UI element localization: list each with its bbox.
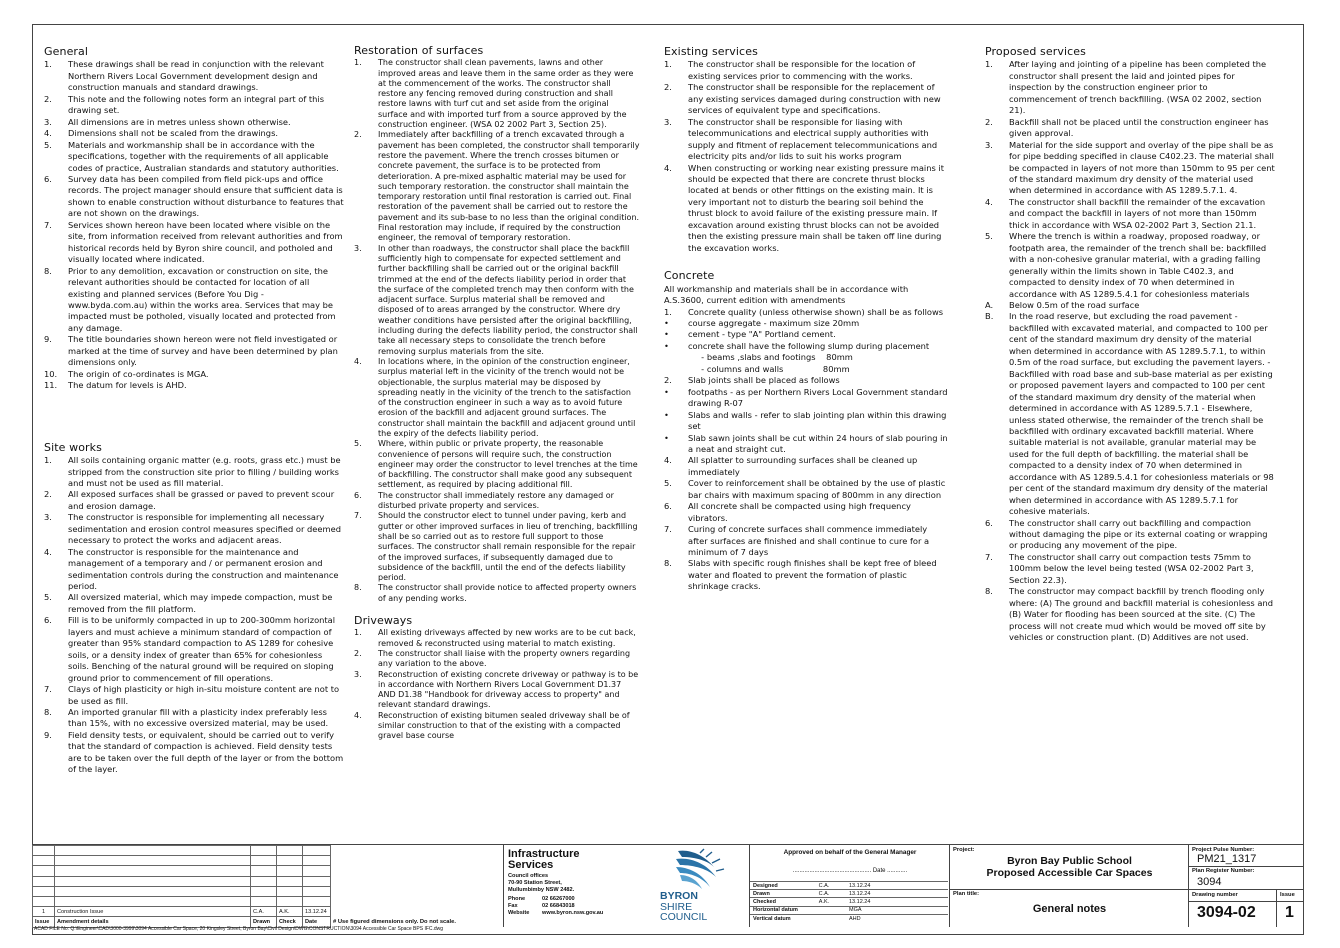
note-item: [44, 140, 344, 174]
note-text: The origin of co-ordinates is MGA.: [68, 368, 209, 379]
note-number: 8.: [664, 558, 672, 569]
drawing-number: 3094-02: [1197, 904, 1256, 921]
note-number: 4.: [44, 546, 52, 557]
note-item: [664, 433, 948, 456]
note-text: All soils containing organic matter (e.g. roots, grass etc.) must be stripped from the construction site prior to filling / building works and must not be used as fill material.: [68, 455, 341, 488]
rev-header-drawn: Drawn: [251, 917, 277, 927]
note-text: The constructor shall be responsible for the location of existing services prior to commencing with the works.: [688, 59, 916, 81]
wave-icon: [670, 847, 730, 891]
note-item: [44, 334, 344, 368]
note-item: [664, 82, 948, 116]
note-number: 2.: [354, 130, 362, 140]
note-number: 2.: [664, 375, 672, 386]
note-number: 10.: [44, 368, 58, 379]
note-item: [44, 455, 344, 489]
note-text: Field density tests, or equivalent, should be carried out to verify that the standard of compaction is achieved. Field density tests are to be taken over the full depth of the layer or from the bottom of the layer.: [68, 729, 344, 775]
note-text: Slabs and walls - refer to slab jointing plan within this drawing set: [688, 409, 947, 432]
note-item: [664, 364, 948, 375]
note-number: •: [664, 409, 669, 420]
proposed-services-list: [985, 59, 1275, 643]
approval-cell-d: 13.12.24: [846, 898, 948, 906]
note-number: 6.: [985, 517, 993, 528]
note-number: 1.: [44, 59, 52, 70]
note-number: 11.: [44, 380, 58, 391]
project-title-line1: Byron Bay Public School: [1007, 855, 1132, 867]
notes-column-1: [44, 44, 344, 776]
approval-signature-line: ............................................... Date ............: [792, 868, 908, 874]
note-item: [985, 586, 1275, 643]
general-list: [44, 59, 344, 391]
note-number: 3.: [354, 669, 362, 679]
note-number: 2.: [354, 648, 362, 658]
council-address: [508, 873, 603, 917]
note-number: •: [664, 340, 669, 351]
restoration-list: [354, 58, 640, 604]
note-item: [44, 369, 344, 380]
acad-file-path: ACAD FILE No: Q:\Engineer\CAD\3000-3999\3094 Accessible Car Space, 20 Kingsley Street, Byron Bay\Civil Design\DWG\CONSTRUCTION\3094 Accessible Car Space BPS IFC.dwg: [34, 926, 444, 932]
driveways-list: [354, 628, 640, 741]
note-number: 7.: [985, 551, 993, 562]
pulse-label: Project Pulse Number:: [1192, 847, 1255, 853]
note-text: All concrete shall be compacted using high frequency vibrators.: [688, 501, 911, 523]
note-text: The constructor is responsible for implementing all necessary sedimentation and erosion control measures specified or deemed necessary to protect the works and adjacent areas.: [68, 512, 341, 546]
approval-cell-k: Vertical datum: [750, 914, 802, 922]
note-text: - columns and walls 80mm: [688, 363, 850, 374]
phone-label: Phone: [508, 896, 526, 902]
note-item: [985, 311, 1275, 517]
fax-value: 02 66843018: [542, 903, 575, 909]
note-text: Where the trench is within a roadway, proposed roadway, or footpath area, the remainder of the trench shall be: backfilled with a non-cohesive granular material, with a grading falling generally within the limits shown in Table C402.3, and compacted to density index of 70 when determined in accordance with AS 1289.5.4.1 for cohesionless materials: [1009, 231, 1267, 299]
note-text: Where, within public or private property, the reasonable convenience of persons will require such, the construction engineer may order the constructor to level trenches at the time of backfilling. The constructor shall make good any subsequent settlement, as required by placing additional fill.: [378, 439, 638, 490]
note-text: footpaths - as per Northern Rivers Local Government standard drawing R-07: [688, 386, 948, 409]
note-number: 4.: [354, 710, 362, 720]
note-text: These drawings shall be read in conjunction with the relevant Northern Rivers Local Government development design and construction manuals and standard drawings.: [68, 59, 324, 93]
approval-cell-v: [802, 914, 846, 922]
project-title-line2: Proposed Accessible Car Spaces: [986, 867, 1153, 879]
site-works-heading: Site works: [44, 440, 102, 454]
note-number: 8.: [44, 265, 52, 276]
restoration-heading: Restoration of surfaces: [354, 44, 484, 57]
note-number: 8.: [44, 707, 52, 718]
note-item: [664, 59, 948, 82]
note-text: Should the constructor elect to tunnel under paving, kerb and gutter or other improved surfaces in lieu of trenching, backfilling shall be so carried out as to restore full support to those surfaces. The constructor shall remain responsible for the repair of the improved surfaces, if subsequently damaged due to subsidence of the backfill, until the end of the defects liability period.: [378, 511, 638, 583]
rev-header-date: Date: [303, 917, 331, 927]
note-item: [664, 117, 948, 163]
note-item: [664, 387, 948, 410]
note-item: [354, 583, 640, 604]
note-item: [44, 220, 344, 266]
note-item: [985, 300, 1275, 311]
note-text: Immediately after backfilling of a trench excavated through a pavement has been completed, the constructor shall temporarily restore the pavement. Where the trench crosses bitumen or concrete pavement, the surface is to be protected from deterioration. A pre-mixed asphaltic material may be used for such temporary restoration. the constructor shall maintain the temporary restoration until final restoration is carried out. Final restoration of the pavement shall be carried out to restore the pavement and its sub-base to no less than the original condition. Final restoration may include, if required by the construction engineer, the removal of temporary restoration.: [378, 130, 640, 243]
note-text: Slab joints shall be placed as follows: [688, 375, 840, 386]
note-number: 1.: [44, 455, 52, 466]
note-number: 7.: [44, 684, 52, 695]
approval-cell-k: Designed: [750, 882, 802, 890]
concrete-intro: All workmanship and materials shall be in accordance with A.S.3600, current edition with amendments: [664, 283, 909, 306]
note-number: 5.: [44, 139, 52, 150]
note-number: 3.: [354, 243, 362, 253]
note-text: Services shown hereon have been located where visible on the site, from information received from relevant authorities and from historical records held by Byron shire council, and potholed and visually located where indicated.: [68, 219, 343, 265]
concrete-list: [664, 307, 948, 593]
plan-title: General notes: [1032, 903, 1107, 915]
drawing-number-label: Drawing number: [1192, 892, 1238, 898]
note-text: The constructor shall clean pavements, lawns and other improved areas and leave them in the same order as they were at the commencement of the works. The constructor shall restore any fencing removed during construction and shall restore lawns with turf cut and set aside from the original surface and with imported turf from a source approved by the construction engineer. (WSA 02 2002 Part 3, Section 25).: [378, 58, 634, 130]
logo-line2: SHIRE: [660, 900, 693, 913]
website-value: www.byron.nsw.gov.au: [542, 910, 604, 916]
note-number: •: [664, 329, 669, 340]
note-item: [44, 730, 344, 776]
note-item: [354, 649, 640, 670]
note-number: 2.: [44, 489, 52, 500]
note-item: [354, 511, 640, 583]
note-text: All oversized material, which may impede compaction, must be removed from the fill platform.: [68, 592, 333, 614]
note-text: In locations where, in the opinion of the construction engineer, surplus material left in the vicinity of the trench would not be objectionable, the surplus material may be disposed by spreading neatly in the vicinity of the trench to the satisfaction of the construction engineer in such a way as to avoid future erosion of the backfill and adjacent ground surfaces. The constructor shall maintain the backfill and adjacent ground until the expiry of the defects liability period.: [378, 356, 636, 438]
note-item: [354, 58, 640, 130]
pulse-number: PM21_1317: [1197, 853, 1257, 865]
project-title: [950, 855, 1189, 879]
note-number: 3.: [985, 139, 993, 150]
note-text: The constructor is responsible for the maintenance and management of a temporary and / or permanent erosion and sedimentation controls during the construction and maintenance period.: [68, 546, 339, 592]
note-item: [354, 491, 640, 512]
rev-header-issue: Issue: [33, 917, 55, 927]
rev-header-details: Amendment details: [55, 917, 251, 927]
note-number: 6.: [44, 173, 52, 184]
note-text: The constructor shall liaise with the property owners regarding any variation to the above.: [378, 648, 631, 669]
note-item: [985, 231, 1275, 300]
note-item: [664, 410, 948, 433]
note-text: After laying and jointing of a pipeline has been completed the constructor shall present the laid and jointed pipes for inspection by the construction engineer prior to commencement of trench backfilling. (WSA 02 2002, section 21).: [1009, 59, 1267, 116]
note-number: 5.: [354, 439, 362, 449]
note-item: [664, 478, 948, 501]
logo-line3: COUNCIL: [660, 911, 708, 923]
note-number: 4.: [664, 455, 672, 466]
revision-block: [32, 845, 504, 927]
figured-dimensions-note: # Use figured dimensions only. Do not scale.: [333, 918, 456, 925]
note-number: B.: [985, 311, 994, 322]
project-label: Project:: [953, 847, 975, 853]
approval-row: [750, 898, 948, 906]
note-item: [664, 501, 948, 524]
issue-label: Issue: [1280, 892, 1295, 898]
note-item: [44, 489, 344, 512]
council-block: [504, 845, 750, 927]
approval-row: [750, 906, 948, 914]
approval-title: Approved on behalf of the General Manager: [783, 849, 917, 856]
note-number: •: [664, 317, 669, 328]
note-text: An imported granular fill with a plasticity index preferably less than 15%, with no excessive oversized material, may be used.: [68, 707, 329, 729]
approval-cell-v: C.A.: [802, 882, 846, 890]
note-item: [44, 380, 344, 391]
note-item: [985, 117, 1275, 140]
note-text: Fill is to be uniformly compacted in up to 200-300mm horizontal layers and must achieve a minimum standard of compaction of greater than 95% standard compaction to AS 1289 for cohesive soils, or a density index of greater than 65% for cohesionless soils. Benching of the natural ground will be required on sloping ground prior to commencement of fill operations.: [68, 615, 336, 683]
approval-cell-v: [802, 906, 846, 914]
note-number: 6.: [664, 501, 672, 512]
note-text: Concrete quality (unless otherwise shown) shall be as follows: [688, 306, 944, 317]
note-text: Curing of concrete surfaces shall commence immediately after surfaces are finished and shall continue to cure for a minimum of 7 days: [688, 524, 930, 558]
note-text: The constructor shall be responsible for the replacement of any existing services damaged during construction with new services of equivalent type and specifications.: [688, 82, 941, 116]
note-text: All dimensions are in metres unless shown otherwise.: [68, 116, 291, 127]
approval-cell-d: 13.12.24: [846, 890, 948, 898]
note-text: Survey data has been compiled from field pick-ups and office records. The project manager should ensure that sufficient data is shown to enable construction without disturbance to features that are not shown on the drawings.: [68, 173, 344, 219]
note-item: [354, 711, 640, 742]
fax-label: Fax: [508, 903, 518, 909]
approval-cell-k: Checked: [750, 898, 802, 906]
note-text: Clays of high plasticity or high in-situ moisture content are not to be used as fill.: [68, 684, 340, 706]
concrete-heading: Concrete: [664, 269, 715, 283]
approval-cell-d: 13.12.24: [846, 882, 948, 890]
note-item: [44, 547, 344, 593]
note-number: 4.: [664, 162, 672, 173]
phone-value: 02 66267000: [542, 896, 575, 902]
notes-column-2: [354, 44, 640, 742]
note-number: •: [664, 386, 669, 397]
driveways-heading: Driveways: [354, 614, 413, 628]
note-text: concrete shall have the following slump during placement: [688, 340, 930, 351]
note-number: A.: [985, 299, 994, 310]
proposed-services-heading: Proposed services: [985, 45, 1086, 58]
note-text: Material for the side support and overlay of the pipe shall be as for pipe bedding specified in clause C402.23. The material shall be compacted in layers of not more than 150mm to 95 per cent of the standard maximum dry density of the material used when determined in accordance with AS 1289.5.7.1. 4.: [1009, 139, 1275, 196]
note-item: [985, 518, 1275, 552]
note-item: [664, 329, 948, 340]
note-item: [44, 128, 344, 139]
note-item: [664, 318, 948, 329]
approval-cell-d: AHD: [846, 914, 948, 922]
note-number: 5.: [985, 231, 993, 242]
issue-number: 1: [1285, 904, 1294, 921]
note-text: When constructing or working near existing pressure mains it should be expected that there are concrete thrust blocks located at bends or other fittings on the existing main. It is very important not to disturb the bearing soil behind the thrust block to avoid failure of the existing pressure main. If excavation around existing thrust blocks can not be avoided then the existing pressure main shall be taken off line during the excavation works.: [688, 162, 944, 253]
note-item: [44, 684, 344, 707]
note-item: [44, 266, 344, 335]
note-text: Below 0.5m of the road surface: [1009, 299, 1140, 310]
note-text: The constructor shall provide notice to affected property owners of any pending works.: [378, 583, 637, 603]
existing-services-list: [664, 59, 948, 254]
approval-row: [750, 882, 948, 890]
revision-row: [33, 907, 503, 917]
approval-row: [750, 890, 948, 898]
note-text: Backfill shall not be placed until the construction engineer has given approval.: [1009, 116, 1269, 139]
note-number: 3.: [44, 116, 52, 127]
numbers-block: [1189, 845, 1304, 927]
note-text: The constructor shall carry out backfilling and compaction without damaging the pipe or its external coating or wrapping or producing any movement of the pipe.: [1009, 517, 1268, 551]
council-name: [508, 849, 580, 871]
note-number: 6.: [44, 615, 52, 626]
note-number: 9.: [44, 729, 52, 740]
note-text: Dimensions shall not be scaled from the drawings.: [68, 128, 279, 139]
note-text: The constructor shall backfill the remainder of the excavation and compact the backfill in layers of not more than 150mm thick in accordance with WSA 02-2002 Part 3, Section 21.1.: [1009, 196, 1266, 230]
note-number: 1.: [664, 306, 672, 317]
note-number: 3.: [664, 116, 672, 127]
note-item: [354, 439, 640, 490]
title-block: [32, 844, 1304, 926]
existing-services-heading: Existing services: [664, 45, 758, 58]
note-item: [664, 558, 948, 592]
byron-shire-logo: [660, 847, 750, 925]
note-number: 4.: [354, 356, 362, 366]
note-number: 2.: [985, 116, 993, 127]
council-address-line1: 70-90 Station Street,: [508, 880, 562, 886]
rev-header-check: Check: [277, 917, 303, 927]
note-text: Cover to reinforcement shall be obtained by the use of plastic bar chairs with maximum spacing of 800mm in any direction: [688, 478, 946, 500]
note-item: [664, 163, 948, 255]
approval-cell-k: Horizontal datum: [750, 906, 802, 914]
note-number: 5.: [664, 478, 672, 489]
note-number: 7.: [44, 219, 52, 230]
note-item: [44, 174, 344, 220]
note-text: Prior to any demolition, excavation or construction on site, the relevant authorities should be contacted for location of all existing and planned services (Before You Dig - www.byda.com.au) within the works area. Services that may be impacted must be potholed, visually located and protected from any damage.: [68, 265, 336, 333]
note-text: All existing driveways affected by new works are to be cut back, removed & reconstructed using material to match existing.: [378, 628, 636, 648]
note-number: 9.: [44, 334, 52, 345]
note-text: cement - type "A" Portland cement.: [688, 329, 836, 340]
note-text: Slab sawn joints shall be cut within 24 hours of slab pouring in a neat and straight cut.: [688, 432, 948, 454]
note-text: The title boundaries shown hereon were not field investigated or marked at the time of survey and have been determined by plan dimensions only.: [68, 334, 338, 368]
note-text: All splatter to surrounding surfaces shall be cleaned up immediately: [688, 455, 918, 477]
note-item: [664, 524, 948, 558]
note-item: [44, 117, 344, 128]
note-item: [44, 592, 344, 615]
note-item: [664, 341, 948, 352]
note-number: 5.: [44, 592, 52, 603]
note-text: In the road reserve, but excluding the road pavement - backfilled with excavated material, and compacted to 100 per cent of the standard maximum dry density of the material when determined in accordance with AS 1289.5.7.1, to within 0.5m of the road surface, but excluding the pavement layers. - Backfilled with road base and sub-base material as per existing or proposed pavement layers and compacted to 100 per cent of the standard maximum dry density of the material when determined in accordance with AS 1289.5.7.1 - Elsewhere, unless stated otherwise, the remainder of the trench shall be backfilled with ordinary excavated backfill material. Where suitable material is not available, granular material may be used for the full depth of backfilling. the material shall be compacted to a density index of 70 when determined in accordance with AS 1289.5.4.1 for cohesionless materials or 98 per cent of the standard maximum dry density of the material when determined in accordance with AS 1289.5.7.1 for cohesive materials.: [1009, 311, 1274, 517]
website-label: Website: [508, 910, 530, 916]
approval-row: [750, 914, 948, 922]
rev-issue: 1: [33, 907, 55, 917]
general-heading: General: [44, 45, 89, 58]
note-text: The datum for levels is AHD.: [68, 380, 187, 391]
register-label: Plan Register Number:: [1192, 868, 1255, 874]
council-fax: [508, 903, 603, 910]
note-item: [354, 670, 640, 711]
council-name-line2: Services: [508, 859, 554, 871]
note-item: [354, 130, 640, 243]
note-item: [44, 615, 344, 684]
approval-table: [750, 881, 948, 922]
note-item: [44, 707, 344, 730]
note-text: The constructor may compact backfill by trench flooding only where: (A) The ground and backfill material is cohesionless and (B) Water for flooding has been sourced at the site. (C) The process will not create mud which would be moved off site by vehicles or construction plant. (D) Additives are not used.: [1009, 586, 1273, 643]
note-item: [44, 512, 344, 546]
council-phone: [508, 896, 603, 903]
notes-column-3: [664, 44, 948, 593]
approval-cell-v: C.A.: [802, 890, 846, 898]
approval-block: [750, 845, 950, 927]
note-item: [354, 244, 640, 357]
note-number: 1.: [985, 59, 993, 70]
project-block: [950, 845, 1189, 927]
council-name-line1: Infrastructure: [508, 848, 580, 860]
note-item: [354, 357, 640, 439]
note-item: [985, 552, 1275, 586]
site-works-list: [44, 455, 344, 776]
note-text: The constructor shall carry out compaction tests 75mm to 100mm below the level being tested (WSA 02-2002 Part 3, Section 22.3).: [1009, 551, 1254, 585]
note-item: [664, 352, 948, 363]
note-number: 2.: [44, 93, 52, 104]
note-number: •: [664, 432, 669, 443]
note-number: 7.: [664, 524, 672, 535]
note-number: 8.: [354, 583, 362, 593]
note-item: [664, 455, 948, 478]
note-text: - beams ,slabs and footings 80mm: [688, 352, 853, 363]
plan-title-label: Plan title:: [953, 891, 980, 897]
note-text: The constructor shall immediately restore any damaged or disturbed private property and services.: [378, 490, 614, 511]
note-item: [664, 307, 948, 318]
note-text: In other than roadways, the constructor shall place the backfill sufficiently high to compensate for expected settlement and further backfilling shall be carried out or the original backfill trimmed at the end of the defects liability period in order that the surface of the completed trench may then conform with the adjacent surface. Surplus material shall be removed and disposed of to areas arranged by the constructor. Where dry weather conditions have persisted after the original backfilling, including during the defects liability period, the constructor shall take all necessary steps to consolidate the trench before removing surplus materials from the site.: [378, 243, 638, 356]
note-number: 8.: [985, 586, 993, 597]
note-item: [985, 197, 1275, 231]
logo-line1: BYRON: [660, 890, 698, 902]
rev-drawn: C.A.: [251, 907, 277, 917]
note-text: Reconstruction of existing bitumen sealed driveway shall be of similar construction to that of the existing with a compacted gravel base course: [378, 710, 630, 741]
note-text: Reconstruction of existing concrete driveway or pathway is to be in accordance with Northern Rivers Local Government D1.37 AND D1.38 "Handbook for driveway access to property" and relevant standard drawings.: [378, 669, 639, 710]
note-number: 2.: [664, 82, 672, 93]
note-number: 3.: [44, 512, 52, 523]
logo-text: [660, 891, 707, 923]
approval-cell-d: MGA: [846, 906, 948, 914]
rev-check: A.K.: [277, 907, 303, 917]
council-offices: Council offices: [508, 873, 549, 879]
notes-column-4: [985, 44, 1275, 644]
rev-details: Construction Issue: [55, 907, 251, 917]
note-number: 6.: [354, 490, 362, 500]
note-item: [985, 59, 1275, 116]
note-number: 7.: [354, 511, 362, 521]
revision-table: [32, 845, 503, 928]
note-number: 1.: [354, 58, 362, 68]
note-number: 4.: [44, 128, 52, 139]
note-text: course aggregate - maximum size 20mm: [688, 317, 860, 328]
note-number: 1.: [354, 628, 362, 638]
note-text: The constructor shall be responsible for liasing with telecommunications and electrical supply authorities with supply and fitment of replacement telecommunications and electricity pits and/or lids to suit his works program: [688, 116, 938, 162]
council-website: [508, 910, 603, 917]
approval-cell-v: A.K.: [802, 898, 846, 906]
note-number: 4.: [985, 196, 993, 207]
register-number: 3094: [1197, 876, 1222, 888]
council-address-line2: Mullumbimby NSW 2482.: [508, 887, 575, 893]
note-item: [985, 140, 1275, 197]
note-item: [664, 375, 948, 386]
note-text: All exposed surfaces shall be grassed or paved to prevent scour and erosion damage.: [68, 489, 335, 511]
note-number: 1.: [664, 59, 672, 70]
note-text: Slabs with specific rough finishes shall be kept free of bleed water and floated to prevent the formation of plastic shrinkage cracks.: [688, 558, 937, 592]
note-item: [354, 628, 640, 649]
note-text: This note and the following notes form an integral part of this drawing set.: [68, 93, 325, 116]
note-item: [44, 59, 344, 93]
note-text: Materials and workmanship shall be in accordance with the specifications, together with the requirements of all applicable codes of practice, Australian standards and statutory authorities.: [68, 139, 339, 173]
rev-date: 13.12.24: [303, 907, 331, 917]
approval-cell-k: Drawn: [750, 890, 802, 898]
note-item: [44, 94, 344, 117]
